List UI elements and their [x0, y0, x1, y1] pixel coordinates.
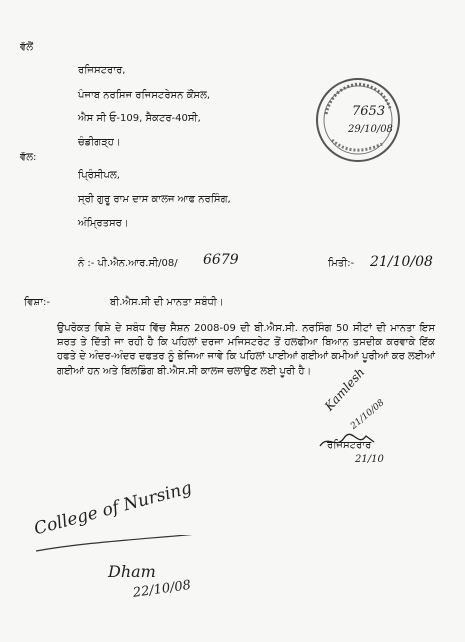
- handwritten-initials: Dham: [108, 562, 156, 581]
- signature-date: 21/10/08: [349, 398, 387, 432]
- recipient-line-2: ਸ੍ਰੀ ਗੁਰੂ ਰਾਮ ਦਾਸ ਕਾਲਜ ਆਫ ਨਰਸਿੰਗ,: [78, 194, 231, 205]
- date-label: ਮਿਤੀ:-: [328, 258, 355, 269]
- body-paragraph: ਉਪਰੋਕਤ ਵਿਸ਼ੇ ਦੇ ਸਬੰਧ ਵਿੱਚ ਸੈਸ਼ਨ 2008-09 ਦੀ ਬੀ.ਐਸ.ਸੀ. ਨਰਸਿੰਗ 50 ਸੀਟਾਂ ਦੀ ਮਾਨਤਾ ਇਸ ਸ਼ਰਤ ਤੇ ਦਿੱਤੀ ਜਾ ਰਹੀ ਹੈ ਕਿ ਪਹਿਲਾਂ ਦਰਜਾ ਮਜਿਸਟਰੇਟ ਤੋਂ ਹਲਫੀਆ ਬਿਆਨ ਤਸਦੀਕ ਕਰਵਾਕੇ ਇੱਕ ਹਫਤੇ ਦੇ ਅੰਦਰ-ਅੰਦਰ ਦਫਤਰ ਨੂੰ ਭੇਜਿਆ ਜਾਵੇ ਕਿ ਪਹਿਲਾਂ ਪਾਈਆਂ ਗਈਆਂ ਕਮੀਆਂ ਪੂਰੀਆਂ ਕਰ ਲਈਆਂ ਗਈਆਂ ਹਨ ਅਤੇ ਬਿਲਡਿੰਗ ਬੀ.ਐਸ.ਸੀ ਕਾਲਜ ਚਲਾਉਣ ਲਈ ਪੂਰੀ ਹੈ।: [57, 323, 435, 377]
- stamp-date: 29/10/08: [348, 124, 393, 135]
- stamp-number: 7653: [352, 104, 386, 119]
- date-value: 21/10/08: [370, 254, 433, 270]
- handwritten-underline-icon: [32, 535, 232, 555]
- reference-number: 6679: [203, 252, 239, 268]
- received-stamp-icon: [312, 74, 404, 166]
- signatory-title: ਰਜਿਸਟਰਾਰ: [327, 440, 372, 451]
- sender-line-3: ਐਸ ਸੀ ਓ-109, ਸੈਕਟਰ-40ਸੀ,: [78, 113, 201, 124]
- sender-line-1: ਰਜਿਸਟਰਾਰ,: [78, 65, 126, 76]
- sender-line-2: ਪੰਜਾਬ ਨਰਸਿਜ ਰਜਿਸਟਰੇਸਨ ਕੌਂਸਲ,: [78, 90, 211, 101]
- to-label: ਵੱਲ:: [20, 152, 37, 163]
- signature-scrawl: Kamlesh: [322, 365, 368, 414]
- recipient-line-3: ਅੰਮ੍ਰਿਤਸਰ।: [78, 218, 129, 229]
- sender-line-4: ਚੰਡੀਗੜ੍ਹ।: [78, 137, 121, 148]
- signature-mark: 21/10: [355, 454, 384, 465]
- subject-text: ਬੀ.ਐਸ.ਸੀ ਦੀ ਮਾਨਤਾ ਸਬੰਧੀ।: [110, 297, 224, 308]
- recipient-line-1: ਪ੍ਰਿੰਸੀਪਲ,: [78, 170, 120, 181]
- from-label: ਵੱਲੋਂ: [20, 42, 34, 53]
- reference-label: ਨੰ :- ਪੀ.ਐਨ.ਆਰ.ਸੀ/08/: [78, 258, 178, 269]
- handwritten-receipt-date: 22/10/08: [132, 577, 192, 601]
- subject-label: ਵਿਸ਼ਾ:-: [24, 297, 50, 308]
- handwritten-college-note: College of Nursing: [32, 477, 195, 540]
